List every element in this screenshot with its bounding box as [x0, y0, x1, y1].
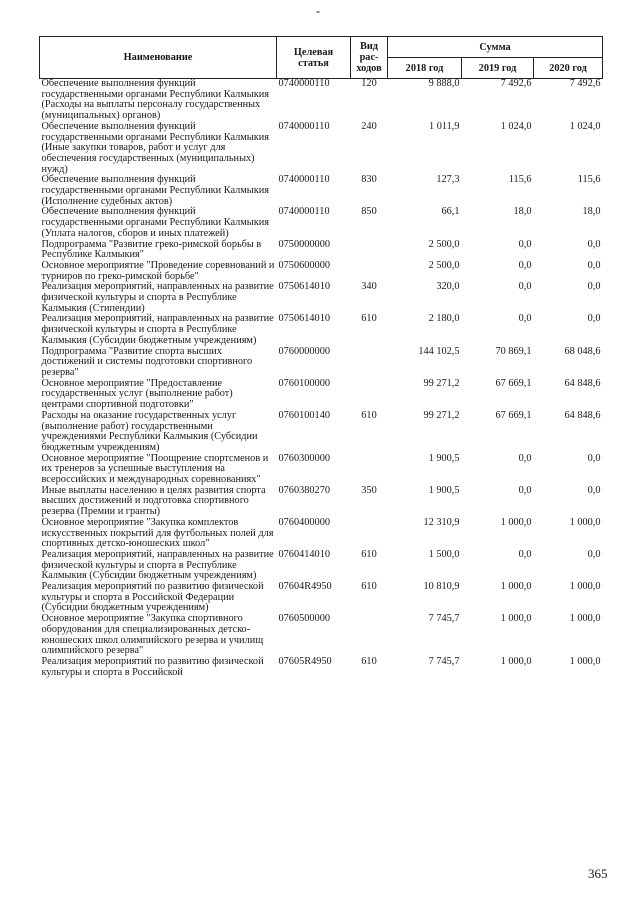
- row-expense-type: 120: [361, 78, 377, 89]
- row-target-article: 0750614010: [278, 281, 330, 293]
- row-name: Основное мероприятие "Проведение соревнований и турниров по греко-римской борьбе": [41, 259, 275, 282]
- table-row: [40, 207, 603, 239]
- row-target-article: 0740000110: [278, 78, 330, 89]
- table-row: [40, 379, 603, 411]
- row-target-article: 0760100000: [278, 377, 330, 389]
- row-value-2020: 115,6: [577, 174, 601, 186]
- row-name: Иные выплаты населению в целях развития спорта высших достижений и подготовка спортивного резерва (Премии и гранты): [41, 484, 266, 518]
- table-row: [40, 550, 603, 582]
- row-value-2018: 144 102,5: [418, 345, 460, 357]
- row-expense-type: 610: [361, 409, 377, 421]
- row-value-2018: 7 745,7: [428, 613, 460, 625]
- header-2020: 2020 год: [534, 58, 603, 79]
- row-value-2019: 0,0: [518, 238, 532, 250]
- row-value-2018: 1 900,5: [428, 484, 460, 496]
- row-value-2018: 7 745,7: [428, 655, 460, 667]
- row-value-2018: 66,1: [441, 206, 460, 218]
- row-value-2018: 1 900,5: [428, 452, 460, 464]
- row-expense-type: 610: [361, 581, 377, 593]
- table-row: [40, 175, 603, 207]
- row-target-article: 0760400000: [278, 516, 330, 528]
- row-value-2020: 0,0: [587, 452, 601, 464]
- table-row: [40, 582, 603, 614]
- table-row: [40, 347, 603, 379]
- row-expense-type: [351, 240, 388, 261]
- row-expense-type: 240: [361, 120, 377, 132]
- header-target-article: Целевая статья: [277, 37, 351, 79]
- table-row: [40, 122, 603, 176]
- row-target-article: 0760500000: [278, 613, 330, 625]
- header-expense-type: Вид рас- ходов: [351, 37, 388, 79]
- row-value-2019: 1 024,0: [500, 120, 532, 132]
- table-row: [40, 314, 603, 346]
- row-expense-type: [351, 379, 388, 411]
- row-value-2020: 1 000,0: [569, 581, 601, 593]
- row-value-2019: 0,0: [518, 484, 532, 496]
- table-row: [40, 657, 603, 678]
- header-2018: 2018 год: [388, 58, 462, 79]
- table-row: [40, 240, 603, 261]
- row-value-2020: 64 848,6: [564, 409, 601, 421]
- row-expense-type: 610: [361, 548, 377, 560]
- row-value-2020: 0,0: [587, 259, 601, 271]
- row-value-2018: 9 888,0: [428, 78, 460, 89]
- row-name: Реализация мероприятий, направленных на развитие физической культуры и спорта в Республике Калмыкия (Субсидии бюджетным учреждениям): [41, 548, 274, 582]
- row-target-article: 0750000000: [278, 238, 330, 250]
- row-value-2018: 99 271,2: [423, 377, 460, 389]
- row-expense-type: 350: [361, 484, 377, 496]
- row-name: Подпрограмма "Развитие спорта высших достижений и системы подготовки спортивного резерва": [41, 345, 253, 378]
- row-name: Реализация мероприятий по развитию физической культуры и спорта в Российской Федерации (Субсидии бюджетным учреждениям): [41, 581, 264, 614]
- row-value-2018: 2 500,0: [428, 238, 460, 250]
- row-value-2020: 64 848,6: [564, 377, 601, 389]
- row-value-2018: 1 500,0: [428, 548, 460, 560]
- row-value-2018: 12 310,9: [423, 516, 460, 528]
- row-target-article: 0740000110: [278, 206, 330, 218]
- table-row: [40, 261, 603, 282]
- row-name: Основное мероприятие "Предоставление государственных услуг (выполнение работ) центрами спортивной подготовки": [41, 377, 233, 411]
- row-value-2020: 0,0: [587, 548, 601, 560]
- table-row: [40, 614, 603, 657]
- row-name: Основное мероприятие "Закупка комплектов искусственных покрытий для футбольных полей для спортивных детско-юношеских школ": [41, 516, 274, 550]
- row-value-2019: 7 492,6: [500, 78, 532, 89]
- row-target-article: 0760300000: [278, 452, 330, 464]
- row-expense-type: [351, 614, 388, 657]
- row-target-article: 0740000110: [278, 120, 330, 132]
- row-value-2019: 115,6: [508, 174, 532, 186]
- row-value-2020: 0,0: [587, 313, 601, 325]
- row-value-2020: 0,0: [587, 281, 601, 293]
- top-dash-mark: -: [316, 4, 320, 18]
- row-expense-type: 340: [361, 281, 377, 293]
- row-target-article: 0750614010: [278, 313, 330, 325]
- row-value-2018: 1 011,9: [428, 120, 460, 132]
- row-target-article: 0760000000: [278, 345, 330, 357]
- row-value-2019: 0,0: [518, 281, 532, 293]
- row-value-2018: 10 810,9: [423, 581, 460, 593]
- row-expense-type: 850: [361, 206, 377, 218]
- row-target-article: 07605R4950: [278, 655, 332, 667]
- row-value-2019: 1 000,0: [500, 581, 532, 593]
- row-expense-type: 610: [361, 655, 377, 667]
- row-value-2019: 67 669,1: [495, 409, 532, 421]
- row-value-2020: 1 000,0: [569, 655, 601, 667]
- row-value-2020: 1 000,0: [569, 613, 601, 625]
- row-value-2020: 1 000,0: [569, 516, 601, 528]
- row-target-article: 0740000110: [278, 174, 330, 186]
- header-name: Наименование: [40, 37, 277, 79]
- row-value-2019: 0,0: [518, 313, 532, 325]
- table-row: [40, 454, 603, 486]
- row-expense-type: [351, 261, 388, 282]
- row-name: Обеспечение выполнения функций государственными органами Республики Калмыкия (Иные закупки товаров, работ и услуг для обеспечения государственных (муниципальных) нужд): [41, 120, 269, 175]
- row-value-2018: 127,3: [436, 174, 460, 186]
- row-value-2018: 99 271,2: [423, 409, 460, 421]
- table-row: [40, 486, 603, 518]
- row-expense-type: 830: [361, 174, 377, 186]
- row-value-2018: 320,0: [436, 281, 460, 293]
- table-row: [40, 79, 603, 122]
- row-value-2020: 7 492,6: [569, 78, 601, 89]
- row-name: Основное мероприятие "Закупка спортивного оборудования для специализированных детско-юношеских школ олимпийского резерва и училищ олимпийского резерва": [41, 613, 264, 657]
- row-target-article: 0760380270: [278, 484, 330, 496]
- row-value-2019: 18,0: [513, 206, 532, 218]
- row-name: Реализация мероприятий, направленных на развитие физической культуры и спорта в Республике Калмыкия (Стипендии): [41, 281, 274, 314]
- row-value-2019: 1 000,0: [500, 516, 532, 528]
- row-value-2019: 0,0: [518, 259, 532, 271]
- row-value-2020: 1 024,0: [569, 120, 601, 132]
- row-value-2019: 1 000,0: [500, 655, 532, 667]
- row-target-article: 0760100140: [278, 409, 330, 421]
- row-value-2019: 70 869,1: [495, 345, 532, 357]
- table-row: [40, 518, 603, 550]
- row-value-2019: 67 669,1: [495, 377, 532, 389]
- row-name: Обеспечение выполнения функций государственными органами Республики Калмыкия (Расходы на выплаты персоналу государственных (муниципальных) органов): [41, 78, 269, 122]
- row-expense-type: [351, 518, 388, 550]
- row-target-article: 0760414010: [278, 548, 330, 560]
- row-value-2019: 1 000,0: [500, 613, 532, 625]
- row-expense-type: [351, 454, 388, 486]
- budget-table: [39, 36, 603, 678]
- row-expense-type: [351, 347, 388, 379]
- table-row: [40, 411, 603, 454]
- row-name: Основное мероприятие "Поощрение спортсменов и их тренеров за успешные выступления на всероссийских и международных соревнованиях": [41, 452, 269, 486]
- row-value-2018: 2 500,0: [428, 259, 460, 271]
- row-value-2018: 2 180,0: [428, 313, 460, 325]
- row-target-article: 07604R4950: [278, 581, 332, 593]
- row-name: Обеспечение выполнения функций государственными органами Республики Калмыкия (Исполнение судебных актов): [41, 174, 269, 207]
- row-value-2020: 0,0: [587, 484, 601, 496]
- row-name: Расходы на оказание государственных услуг (выполнение работ) государственными учреждениями Республики Калмыкия (Субсидии бюджетным учреждениям): [41, 409, 258, 453]
- row-name: Подпрограмма "Развитие греко-римской борьбы в Республике Калмыкия": [41, 238, 262, 261]
- row-value-2020: 18,0: [582, 206, 601, 218]
- header-2019: 2019 год: [462, 58, 534, 79]
- row-name: Реализация мероприятий, направленных на развитие физической культуры и спорта в Республике Калмыкия (Субсидии бюджетным учреждениям): [41, 313, 274, 346]
- row-value-2020: 68 048,6: [564, 345, 601, 357]
- header-sum: Сумма: [388, 37, 603, 58]
- row-value-2020: 0,0: [587, 238, 601, 250]
- table-row: [40, 282, 603, 314]
- row-value-2019: 0,0: [518, 548, 532, 560]
- row-expense-type: 610: [361, 313, 377, 325]
- row-name: Реализация мероприятий по развитию физической культуры и спорта в Российской: [41, 655, 264, 678]
- row-target-article: 0750600000: [278, 259, 330, 271]
- row-value-2019: 0,0: [518, 452, 532, 464]
- page-number: 365: [588, 866, 608, 881]
- row-name: Обеспечение выполнения функций государственными органами Республики Калмыкия (Уплата налогов, сборов и иных платежей): [41, 206, 269, 239]
